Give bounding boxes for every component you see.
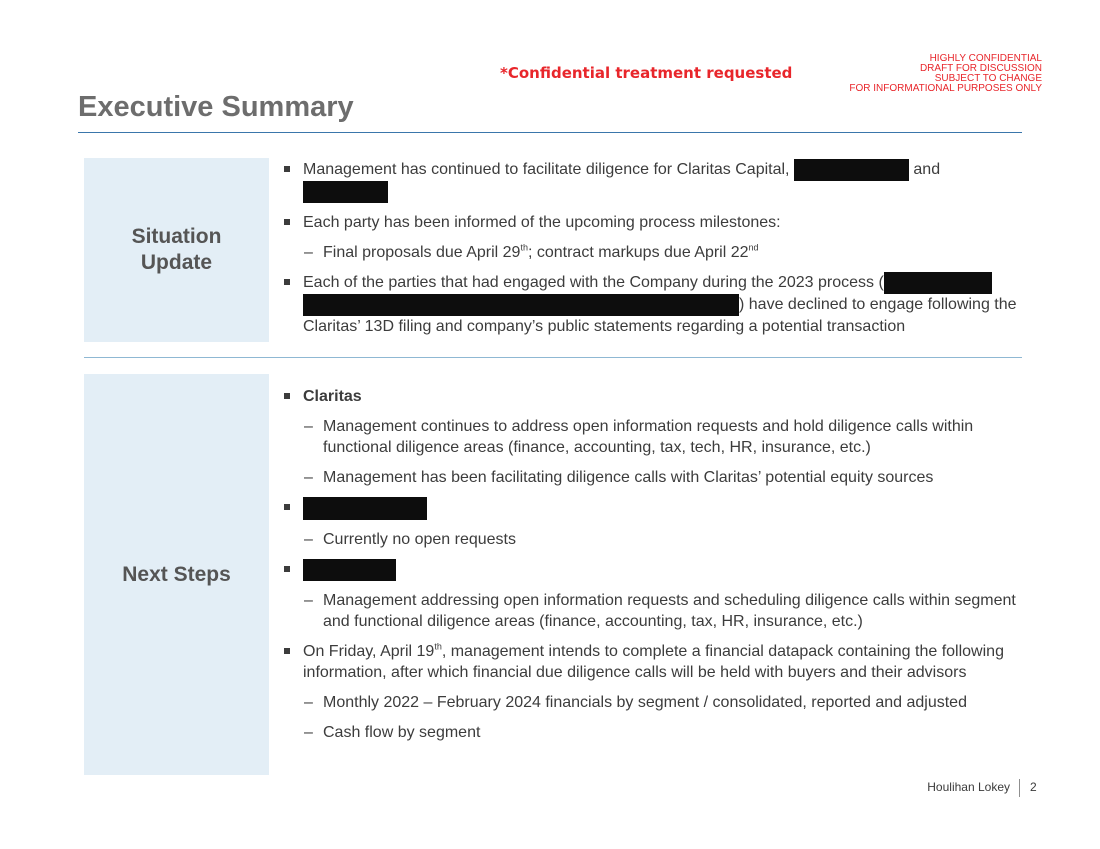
dash-marker: – — [304, 592, 313, 609]
dash-marker: – — [304, 724, 313, 741]
redaction-box — [303, 559, 396, 581]
bullet-item — [284, 497, 1022, 520]
footer-divider — [1019, 779, 1020, 797]
sub-bullet-text: Currently no open requests — [323, 531, 516, 548]
sub-bullet-text: Management continues to address open information requests and hold diligence calls within functional diligence areas (finance, accounting, tax, tech, HR, insurance, etc.) — [323, 418, 974, 456]
dash-marker: – — [304, 469, 313, 486]
footer-brand: Houlihan Lokey — [927, 780, 1010, 794]
bullet-item — [284, 386, 1022, 407]
next-steps-content — [284, 386, 1022, 752]
redaction-box — [303, 294, 739, 316]
sub-bullet-text: Cash flow by segment — [323, 724, 481, 741]
situation-update-label — [84, 158, 269, 342]
sub-bullet-text: ; contract markups due April 22 — [527, 244, 749, 261]
bullet-item — [284, 212, 1022, 233]
situation-label-line: Situation — [131, 225, 222, 248]
sub-bullet-item — [284, 692, 1022, 713]
page-number: 2 — [1030, 780, 1037, 794]
superscript: nd — [748, 242, 759, 253]
sub-bullet-item — [284, 590, 1022, 632]
title-divider — [78, 132, 1022, 133]
confidentiality-disclaimer — [849, 54, 1042, 94]
bullet-text: On Friday, April 19 — [303, 643, 435, 660]
sub-bullet-item — [284, 529, 1022, 550]
superscript: th — [520, 242, 528, 253]
disclaimer-line: DRAFT FOR DISCUSSION — [919, 63, 1042, 74]
disclaimer-line: HIGHLY CONFIDENTIAL — [929, 53, 1042, 64]
dash-marker: – — [304, 244, 313, 261]
bullet-text: Management has continued to facilitate diligence for Claritas Capital, — [303, 161, 790, 179]
disclaimer-line: FOR INFORMATIONAL PURPOSES ONLY — [849, 83, 1042, 94]
redaction-box — [794, 159, 909, 181]
confidential-treatment-notice: *Confidential treatment requested — [500, 64, 793, 82]
dash-marker: – — [304, 694, 313, 711]
section-divider — [84, 357, 1022, 358]
bullet-item — [284, 272, 1022, 337]
sub-bullet-text: Management addressing open information requests and scheduling diligence calls within segment and functional diligence areas (finance, accounting, tax, HR, insurance, etc.) — [323, 592, 1016, 630]
page-title: Executive Summary — [78, 91, 354, 123]
bullet-item — [284, 559, 1022, 581]
situation-update-content — [284, 159, 1022, 346]
disclaimer-line: SUBJECT TO CHANGE — [934, 73, 1042, 84]
bullet-item — [284, 641, 1022, 683]
sub-bullet-item — [284, 242, 1022, 263]
sub-bullet-item — [284, 416, 1022, 458]
bullet-text: ) have declined to engage following the Claritas’ 13D filing and company’s public statements regarding a potential transaction — [303, 296, 1017, 335]
bullet-text: Each party has been informed of the upcoming process milestones: — [303, 214, 781, 231]
situation-label-line: Update — [140, 251, 213, 274]
redaction-box — [303, 181, 388, 203]
bullet-text: Each of the parties that had engaged with the Company during the 2023 process ( — [303, 274, 884, 292]
dash-marker: – — [304, 531, 313, 548]
next-steps-label-text: Next Steps — [122, 562, 231, 586]
redaction-box — [884, 272, 992, 294]
redaction-box — [303, 497, 427, 520]
dash-marker: – — [304, 418, 313, 435]
sub-bullet-text: Monthly 2022 – February 2024 financials by segment / consolidated, reported and adjusted — [323, 694, 967, 711]
next-steps-label — [84, 374, 269, 775]
bullet-text: , management intends to complete a financial datapack containing the following information, after which financial due diligence calls will be held with buyers and their advisors — [303, 643, 1004, 681]
sub-bullet-item — [284, 722, 1022, 743]
sub-bullet-item — [284, 467, 1022, 488]
bullet-text: and — [913, 161, 941, 179]
bullet-item — [284, 159, 1022, 203]
claritas-heading: Claritas — [303, 388, 362, 405]
sub-bullet-text: Management has been facilitating diligence calls with Claritas’ potential equity sources — [323, 469, 934, 486]
superscript: th — [434, 641, 442, 652]
sub-bullet-text: Final proposals due April 29 — [323, 244, 521, 261]
